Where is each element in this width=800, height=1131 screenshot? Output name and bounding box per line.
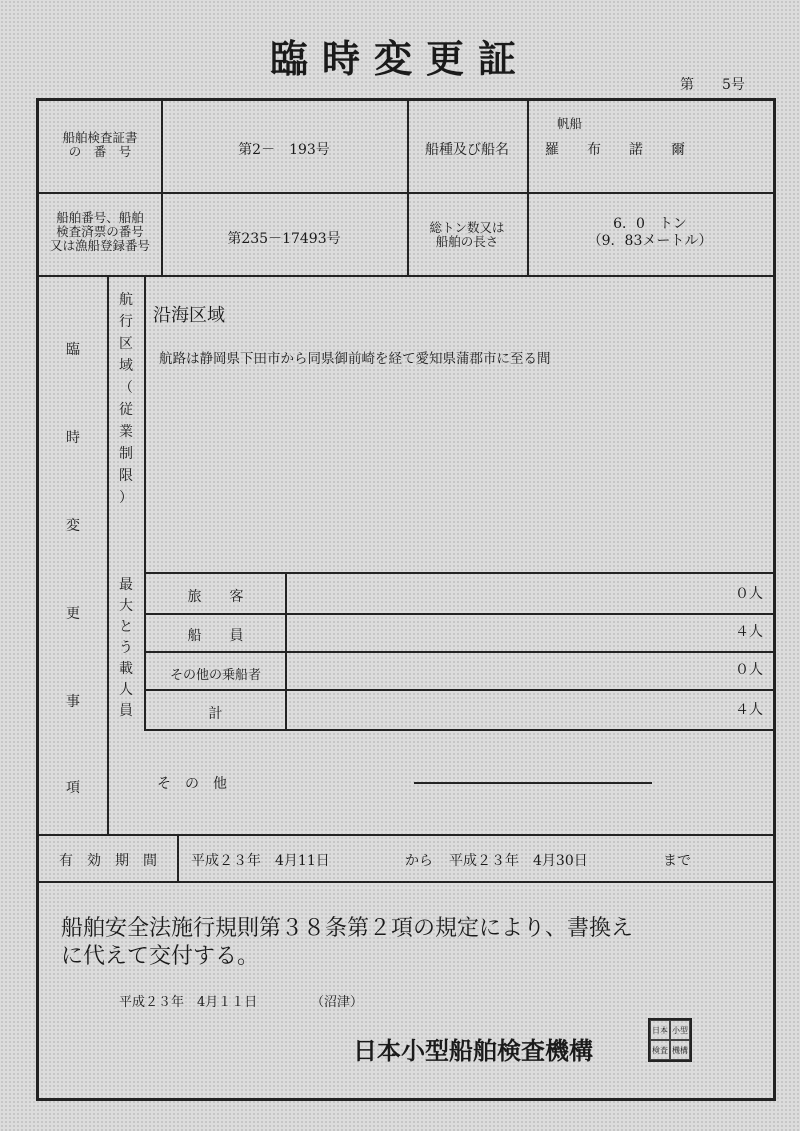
capacity-bottom-line [144,729,773,731]
type-name-label: 船種及び船名 [425,142,509,158]
capacity-label [109,575,143,722]
validity-label: 有 効 期 間 [59,853,157,869]
section-label-char-1: 臨 [66,342,80,358]
area-detail: 航路は静岡県下田市から同県御前崎を経て愛知県蒲郡市に至る間 [159,351,551,367]
capacity-row-value: ０人 [735,586,763,602]
cert-number-label-line2: の 番 号 [68,144,132,159]
validity-from-date: 平成２３年 4月11日 [191,853,330,869]
section-label-char-6: 項 [66,780,80,796]
tonnage-label [407,221,527,249]
capacity-row-label: 計 [208,706,223,722]
tonnage-value [527,216,773,250]
area-label-char: 制 [119,446,133,462]
area-label-char: 域 [119,358,133,374]
issuer-name: 日本小型船舶検査機構 [353,1037,593,1065]
ship-name: 羅 布 諾 爾 [545,142,685,158]
capacity-line-2 [144,651,773,653]
validity-divider [177,834,179,882]
tonnage-label-line1: 総トン数又は [429,220,505,235]
issue-place: （沼津） [311,995,364,1010]
area-label-char: 従 [119,402,133,418]
capacity-row-value: ０人 [735,662,763,678]
validity-to-date: 平成２３年 4月30日 [449,853,588,869]
validity-from-word: から [405,853,433,869]
statement-line1: 船舶安全法施行規則第３８条第２項の規定により、書換え [61,916,634,941]
issue-date: 平成２３年 4月１１日 [119,995,258,1010]
ship-number-value: 第235－17493号 [227,231,341,247]
row-divider-mid [407,101,409,276]
sublabel-divider [144,276,146,730]
capacity-row-label: その他の乗船者 [169,668,261,683]
document-number-prefix: 第 [680,77,694,93]
capacity-row-label: 船 員 [187,628,244,644]
seal-char: 日本 [650,1020,670,1040]
capacity-label-char: 載 [119,661,133,677]
cert-number-value: 第2－ 193号 [238,142,330,158]
section-label-char-2: 時 [66,430,80,446]
cert-number-label [39,131,161,159]
area-title: 沿海区域 [153,305,225,326]
official-seal [648,1018,692,1062]
page-title: 臨時変更証 [269,36,530,81]
seal-char: 機構 [670,1040,690,1060]
capacity-value-divider [285,572,287,730]
certificate-frame [36,98,776,1101]
tonnage-value-line1: 6．0 トン [613,216,687,232]
ship-number-label [39,211,161,253]
ship-type: 帆船 [557,116,583,131]
document-number-value: 5号 [722,77,745,93]
area-label-char: （ [119,380,133,396]
area-label-char: 航 [119,292,133,308]
document-number [680,74,745,94]
section-bottom-line [39,834,773,836]
area-label [109,289,143,509]
section-label-char-3: 変 [66,518,80,534]
ship-number-label-line3: 又は漁船登録番号 [49,238,150,253]
area-label-char: 限 [119,468,133,484]
capacity-line-3 [144,689,773,691]
capacity-label-char: 最 [119,577,133,593]
seal-char: 検査 [650,1040,670,1060]
capacity-label-char: 員 [119,703,133,719]
tonnage-value-line2: （9．83メートル） [587,233,713,249]
validity-bottom-line [39,881,773,883]
capacity-label-char: 人 [119,682,133,698]
capacity-row-value: ４人 [735,702,763,718]
ship-number-label-line1: 船舶番号、船舶 [56,210,144,225]
other-label: そ の 他 [157,776,227,792]
validity-to-word: まで [663,853,691,869]
capacity-label-char: う [119,640,133,656]
capacity-label-char: と [119,619,133,635]
area-label-char: 業 [119,424,133,440]
ship-number-label-line2: 検査済票の番号 [56,224,144,239]
row1-bottom-line [39,192,773,194]
capacity-row-value: ４人 [735,624,763,640]
area-label-char: 行 [119,314,133,330]
capacity-line-1 [144,613,773,615]
statement-line2: に代えて交付する。 [61,944,260,969]
section-label-char-5: 事 [66,694,80,710]
row2-bottom-line [39,275,773,277]
cert-number-label-line1: 船舶検査証書 [62,130,138,145]
capacity-label-char: 大 [119,598,133,614]
area-label-char: 区 [119,336,133,352]
area-label-char: ） [119,490,133,506]
seal-char: 小型 [670,1020,690,1040]
tonnage-label-line2: 船舶の長さ [435,234,499,249]
area-bottom-line [144,572,773,574]
capacity-row-label: 旅 客 [187,589,244,605]
other-underline [414,782,652,784]
section-label-char-4: 更 [66,606,80,622]
